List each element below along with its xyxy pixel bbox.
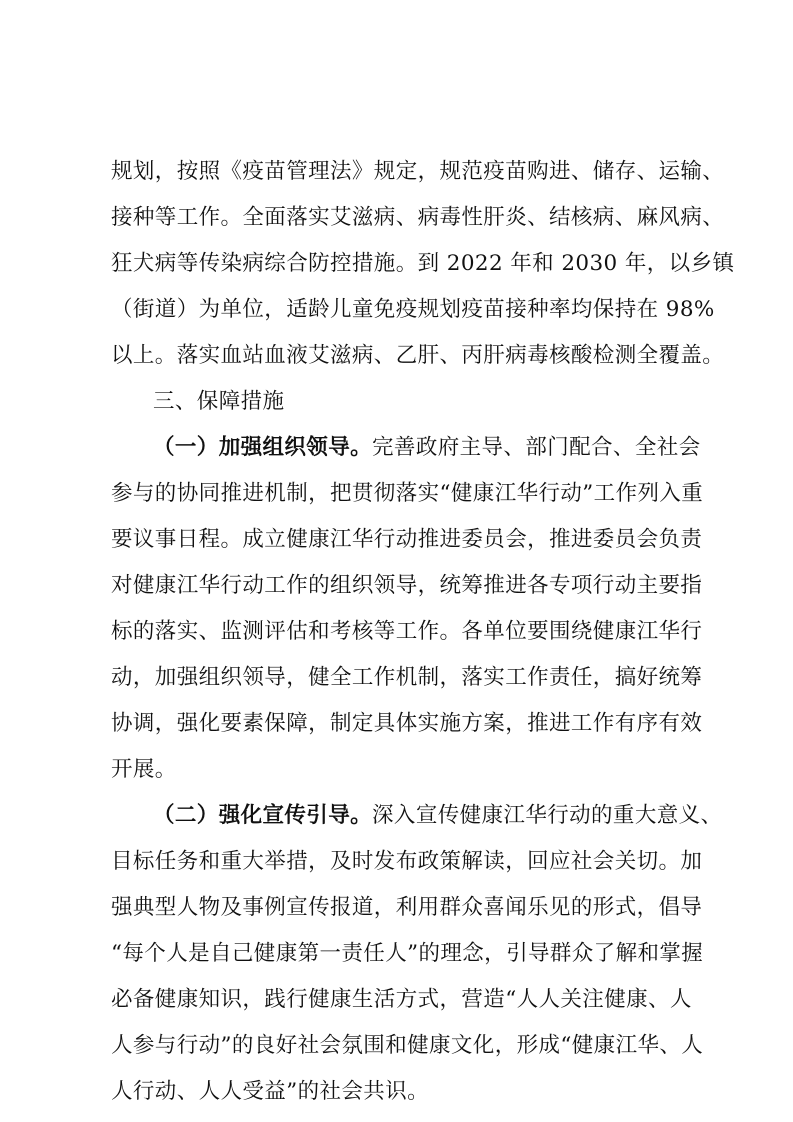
- section-heading: 三、保障措施: [153, 389, 285, 414]
- body-text-line: 目标任务和重大举措，及时发布政策解读，回应社会关切。加: [111, 849, 703, 874]
- body-text-line: 要议事日程。成立健康江华行动推进委员会，推进委员会负责: [111, 527, 703, 552]
- paragraph-heading: （二）强化宣传引导。: [153, 803, 373, 828]
- body-text-line: 标的落实、监测评估和考核等工作。各单位要围绕健康江华行: [111, 619, 703, 644]
- paragraph-heading: （一）加强组织领导。: [153, 435, 373, 460]
- body-text-line: 对健康江华行动工作的组织领导，统筹推进各专项行动主要指: [111, 573, 703, 598]
- body-text-line: （街道）为单位，适龄儿童免疫规划疫苗接种率均保持在 98%: [111, 297, 715, 322]
- body-text-line: 必备健康知识，践行健康生活方式，营造“人人关注健康、人: [111, 987, 692, 1012]
- body-text-line: 狂犬病等传染病综合防控措施。到 2022 年和 2030 年，以乡镇: [111, 251, 735, 276]
- body-text-line: 接种等工作。全面落实艾滋病、病毒性肝炎、结核病、麻风病、: [111, 205, 725, 230]
- paragraph-text: 完善政府主导、部门配合、全社会: [372, 435, 701, 460]
- body-text-line: 人行动、人人受益”的社会共识。: [111, 1079, 429, 1104]
- body-text-line: “每个人是自己健康第一责任人”的理念，引导群众了解和掌握: [111, 941, 704, 966]
- body-text-line: 人参与行动”的良好社会氛围和健康文化，形成“健康江华、人: [111, 1033, 704, 1058]
- body-text-line: 开展。: [111, 757, 177, 782]
- paragraph-text: 深入宣传健康江华行动的重大意义、: [372, 803, 723, 828]
- paragraph-first-line: [153, 801, 723, 831]
- body-text-line: 以上。落实血站血液艾滋病、乙肝、丙肝病毒核酸检测全覆盖。: [111, 343, 725, 368]
- body-text-line: 动，加强组织领导，健全工作机制，落实工作责任，搞好统筹: [111, 665, 703, 690]
- body-text-line: 强典型人物及事例宣传报道，利用群众喜闻乐见的形式，倡导: [111, 895, 703, 920]
- paragraph-first-line: [153, 433, 701, 463]
- body-text-line: 规划，按照《疫苗管理法》规定，规范疫苗购进、储存、运输、: [111, 159, 725, 184]
- body-text-line: 协调，强化要素保障，制定具体实施方案，推进工作有序有效: [111, 711, 703, 736]
- body-text-line: 参与的协同推进机制，把贯彻落实“健康江华行动”工作列入重: [111, 481, 704, 506]
